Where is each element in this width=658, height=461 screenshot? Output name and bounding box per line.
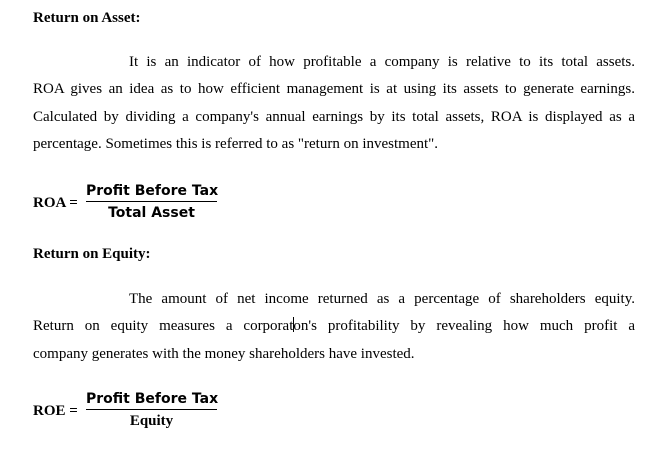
roa-formula	[33, 181, 333, 231]
roe-formula	[33, 389, 333, 439]
roa-heading: Return on Asset:	[33, 10, 141, 26]
roa-denominator: Total Asset	[108, 205, 195, 221]
roa-numerator: Profit Before Tax	[86, 183, 219, 199]
roe-denominator: Equity	[129, 413, 174, 429]
roe-numerator: Profit Before Tax	[86, 391, 219, 407]
fraction-bar	[86, 409, 217, 410]
roa-paragraph-line: Calculated by dividing a company's annual earnings by its total assets, ROA is displayed as a	[33, 108, 635, 125]
roe-paragraph-line: company generates with the money shareholders have invested.	[33, 345, 415, 362]
roa-fraction	[86, 181, 217, 223]
roe-paragraph	[33, 286, 635, 368]
roe-line-text-after-caret: on's profitability by revealing how much profit a	[293, 318, 635, 335]
roa-paragraph-line: ROA gives an idea as to how efficient management is at using its assets to generate earnings.	[33, 81, 635, 98]
roe-formula-lhs: ROE =	[33, 403, 78, 419]
roe-paragraph-line: The amount of net income returned as a percentage of shareholders equity.	[129, 291, 635, 307]
fraction-bar	[86, 201, 217, 202]
roa-formula-lhs: ROA =	[33, 195, 78, 211]
roe-paragraph-line-with-caret[interactable]	[33, 313, 635, 340]
roe-heading: Return on Equity:	[33, 246, 151, 262]
roa-paragraph-line: percentage. Sometimes this is referred to as "return on investment".	[33, 135, 439, 152]
roa-paragraph-line: It is an indicator of how profitable a company is relative to its total assets.	[129, 54, 635, 70]
roe-line-text-before-caret: Return on equity measures a corporat	[33, 318, 294, 335]
roe-fraction	[86, 389, 217, 431]
roa-paragraph	[33, 49, 635, 158]
